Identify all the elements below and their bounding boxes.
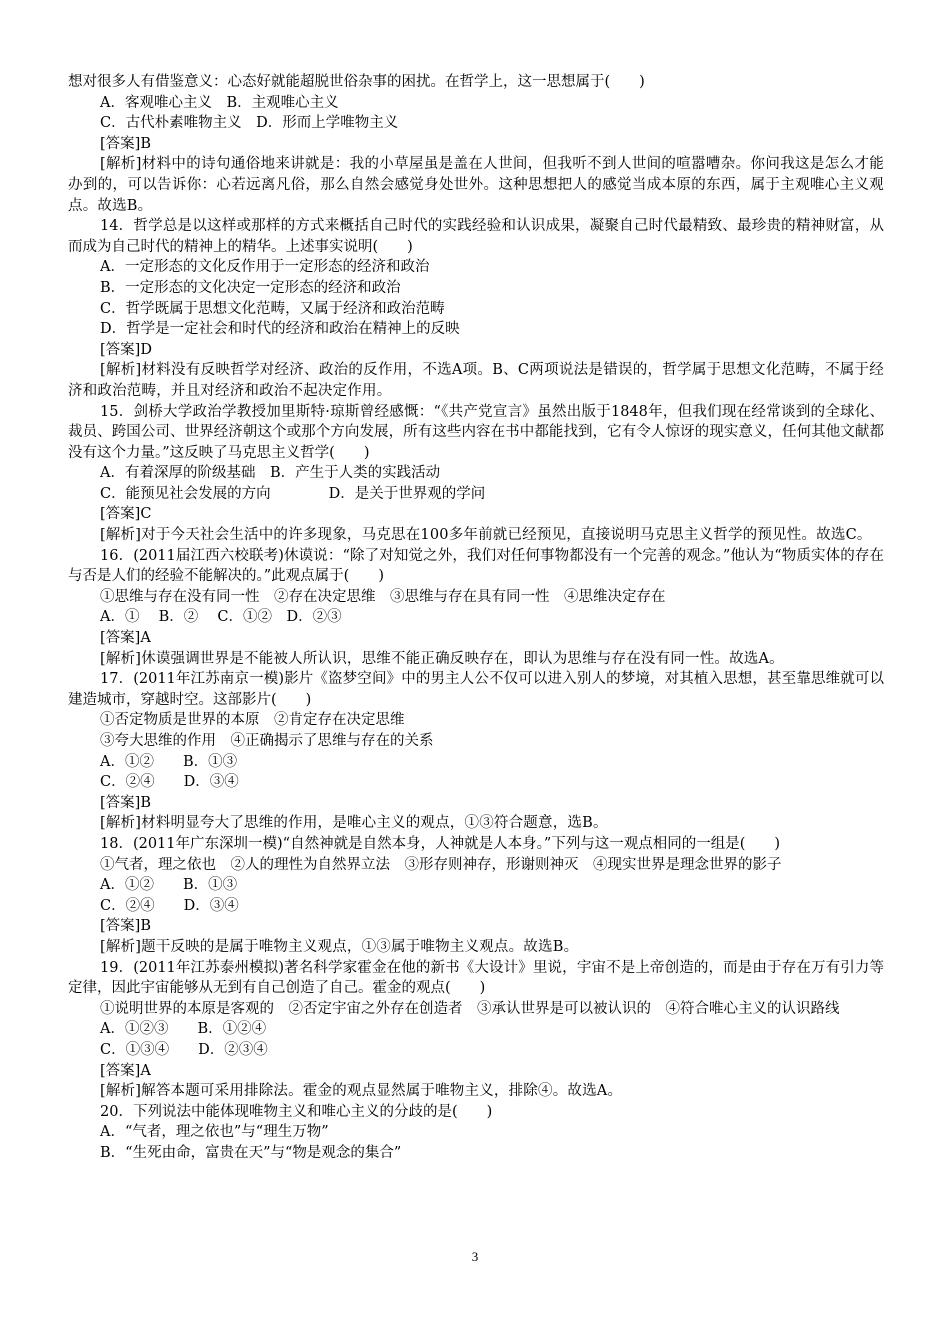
- q13-options-cd: C．古代朴素唯物主义 D．形而上学唯物主义: [100, 115, 399, 132]
- q16-statements: ①思维与存在没有同一性 ②存在决定思维 ③思维与存在具有同一性 ④思维决定存在: [100, 588, 666, 605]
- q14-option-d: D．哲学是一定社会和时代的经济和政治在精神上的反映: [100, 321, 460, 338]
- question-15: 15．剑桥大学政治学教授加里斯特·琼斯曾经感慨：“《共产党宣言》虽然出版于1848年，但我们现在经常谈到的全球化、裁员、跨国公司、世界经济朝这个或那个方向发展，所有这些内容在书中都能找到，它有令人惊讶的现实意义，任何其他文献都没有这个力量。”这反映了马克思主义哲学( ): [68, 403, 884, 461]
- q15-options-ab: A．有着深厚的阶级基础 B．产生于人类的实践活动: [100, 465, 441, 482]
- question-16: 16．(2011届江西六校联考)休谟说：“除了对知觉之外，我们对任何事物都没有一个完善的观念。”他认为“物质实体的存在与否是人们的经验不能解决的。”此观点属于( ): [68, 547, 884, 585]
- q16-analysis: [解析]休谟强调世界是不能被人所认识，思维不能正确反映存在，即认为思维与存在没有同一性。故选A。: [100, 650, 784, 667]
- question-13-text-end: 想对很多人有借鉴意义：心态好就能超脱世俗杂事的困扰。在哲学上，这一思想属于( ): [68, 74, 645, 90]
- q20-option-b: B．“生死由命，富贵在天”与“物是观念的集合”: [100, 1144, 402, 1161]
- question-19: 19．(2011年江苏泰州模拟)著名科学家霍金在他的新书《大设计》里说，宇宙不是上帝创造的，而是由于存在万有引力等定律，因此宇宙能够从无到有自己创造了自己。霍金的观点( ): [68, 959, 884, 997]
- question-14: 14．哲学总是以这样或那样的方式来概括自己时代的实践经验和认识成果，凝聚自己时代最精致、最珍贵的精神财富，从而成为自己时代的精神上的精华。上述事实说明( ): [68, 218, 884, 255]
- q18-analysis: [解析]题干反映的是属于唯物主义观点，①③属于唯物主义观点。故选B。: [100, 938, 579, 955]
- q13-options-ab: A．客观唯心主义 B．主观唯心主义: [100, 94, 339, 111]
- q19-answer: [答案]A: [100, 1062, 151, 1079]
- question-17: 17．(2011年江苏南京一模)影片《盗梦空间》中的男主人公不仅可以进入别人的梦境，对其植入思想，甚至靠思维就可以建造城市，穿越时空。这部影片( ): [68, 671, 884, 708]
- q18-options-cd: C．②④ D．③④: [100, 897, 239, 914]
- question-18: 18．(2011年广东深圳一模)“自然神就是自然本身，人神就是人本身。”下列与这一观点相同的一组是( ): [100, 835, 781, 852]
- q19-options-ab: A．①②③ B．①②④: [100, 1021, 267, 1038]
- q16-options: A．① B．② C．①② D．②③: [100, 609, 342, 626]
- q18-answer: [答案]B: [100, 918, 151, 935]
- q14-option-c: C．哲学既属于思想文化范畴，又属于经济和政治范畴: [100, 300, 445, 317]
- q14-option-b: B．一定形态的文化决定一定形态的经济和政治: [100, 279, 401, 296]
- q15-answer: [答案]C: [100, 506, 152, 523]
- q17-statements-12: ①否定物质是世界的本原 ②肯定存在决定思维: [100, 712, 405, 729]
- q13-analysis: [解析]材料中的诗句通俗地来讲就是：我的小草屋虽是盖在人世间，但我听不到人世间的喧嚣嘈杂。你问我这是怎么才能办到的，可以告诉你：心若远离凡俗，那么自然会感觉身处世外。这种思想把人的感觉当成本原的东西，属于主观唯心主义观点。故选B。: [68, 156, 884, 214]
- q19-analysis: [解析]解答本题可采用排除法。霍金的观点显然属于唯物主义，排除④。故选A。: [100, 1083, 623, 1100]
- q19-statements: ①说明世界的本原是客观的 ②否定宇宙之外存在创造者 ③承认世界是可以被认识的 ④符合唯心主义的认识路线: [100, 1000, 840, 1017]
- page-number: 3: [471, 1249, 479, 1264]
- q14-analysis: [解析]材料没有反映哲学对经济、政治的反作用，不选A项。B、C两项说法是错误的，哲学属于思想文化范畴，不属于经济和政治范畴，并且对经济和政治不起决定作用。: [68, 362, 884, 399]
- q17-options-ab: A．①② B．①③: [100, 753, 238, 770]
- q18-options-ab: A．①② B．①③: [100, 877, 238, 894]
- q15-options-cd: C．能预见社会发展的方向 D．是关于世界观的学问: [100, 485, 486, 502]
- document-page: [68, 72, 884, 1163]
- q14-option-a: A．一定形态的文化反作用于一定形态的经济和政治: [100, 259, 430, 276]
- q19-options-cd: C．①③④ D．②③④: [100, 1041, 268, 1058]
- q14-answer: [答案]D: [100, 341, 152, 358]
- q20-option-a: A．“气者，理之依也”与“理生万物”: [100, 1124, 329, 1141]
- q16-answer: [答案]A: [100, 630, 151, 647]
- q17-analysis: [解析]材料明显夸大了思维的作用，是唯心主义的观点，①③符合题意，选B。: [100, 815, 608, 832]
- q17-options-cd: C．②④ D．③④: [100, 774, 239, 791]
- q15-analysis: [解析]对于今天社会生活中的许多现象，马克思在100多年前就已经预见，直接说明马克思主义哲学的预见性。故选C。: [100, 527, 872, 544]
- question-20: 20．下列说法中能体现唯物主义和唯心主义的分歧的是( ): [100, 1103, 493, 1120]
- q17-answer: [答案]B: [100, 794, 151, 811]
- q17-statements-34: ③夸大思维的作用 ④正确揭示了思维与存在的关系: [100, 733, 434, 749]
- q18-statements: ①气者，理之依也 ②人的理性为自然界立法 ③形存则神存，形谢则神灭 ④现实世界是理念世界的影子: [100, 856, 782, 873]
- q13-answer: [答案]B: [100, 135, 151, 152]
